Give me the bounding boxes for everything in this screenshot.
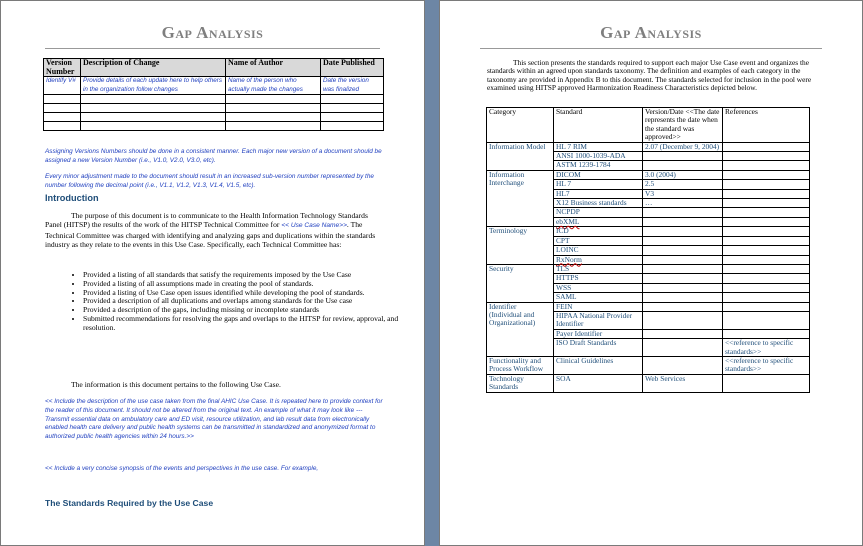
list-item: • Provided a listing of Use Case open issues identified while developing the pool of standards. — [83, 289, 418, 298]
section-heading-introduction: Introduction — [45, 193, 99, 203]
version-cell: 3.0 (2004) — [643, 170, 723, 179]
version-note-minor: Every minor adjustment made to the document should result in an increased sub-version number represented by the number following the decimal point (i.e., V1.1, V1.2, V1.3, V1.4, V1.5, etc). — [45, 173, 374, 189]
reference-cell — [723, 142, 810, 151]
responsibilities-list — [45, 271, 418, 333]
table-row — [44, 95, 384, 104]
table-row — [487, 356, 810, 374]
document-page-left — [0, 0, 425, 546]
standard-cell: ICD — [554, 227, 643, 236]
column-header: Description of Change — [81, 59, 226, 77]
category-cell: Functionality and Process Workflow — [487, 356, 554, 374]
list-item: • Provided a listing of all standards that satisfy the requirements imposed by the Use Case — [83, 271, 418, 280]
standard-cell: ASTM 1239-1784 — [554, 161, 643, 170]
category-cell: Information Interchange — [487, 170, 554, 226]
version-cell: 2.5 — [643, 180, 723, 189]
standard-cell: FEIN — [554, 302, 643, 311]
reference-cell: <<reference to specific standards>> — [723, 339, 810, 357]
standard-cell: HTTPS — [554, 274, 643, 283]
table-row — [44, 113, 384, 122]
reference-cell: <<reference to specific standards>> — [723, 356, 810, 374]
use-case-description-note: << Include the description of the use case taken from the final AHIC Use Case. It is repeated here to provide context for the reader of this document. It should not be altered from the original text. An example of what it may look like --- Transmit essential data on ambulatory care and ED visit, resource utilization, and lab result data from electronically enabled health care delivery and public health systems can be transmitted in standardized and anonymized format to authorized public health agencies within 24 hours.>> — [45, 398, 383, 441]
intro-paragraph — [45, 211, 385, 249]
list-item: • Submitted recommendations for resolving the gaps and overlaps to the HITSP for review, approval, and resolution. — [83, 315, 418, 333]
table-row — [487, 264, 810, 273]
column-header: Category — [487, 108, 554, 143]
standard-cell: HL 7 — [554, 180, 643, 189]
table-cell: Provide details of each update here to help others in the organization follow changes — [81, 77, 226, 95]
version-cell: Web Services — [643, 374, 723, 392]
title-divider — [45, 48, 380, 49]
standard-cell: NCPDP — [554, 208, 643, 217]
standard-cell: DICOM — [554, 170, 643, 179]
synopsis-note: << Include a very concise synopsis of the events and perspectives in the use case. For example, — [45, 465, 319, 472]
category-cell: Security — [487, 264, 554, 302]
column-header: References — [723, 108, 810, 143]
table-row — [487, 302, 810, 311]
page-title: Gap Analysis — [600, 23, 702, 42]
standard-cell: SOA — [554, 374, 643, 392]
standards-intro-paragraph: This section presents the standards required to support each major Use Case event and organizes the standards within an agreed upon standards taxonomy. The definition and examples of each category in the taxonomy are provided in Appendix B to this document. The standards selected for inclusion in the pool were examined using HITSP approved Harmonization Readiness Characteristics depicted below. — [487, 58, 812, 93]
intro-text: The purpose of this document is to communicate to the Health Information Technology Standards Panel (HITSP) the results of the work of the HITSP Technical Committee for — [45, 211, 368, 229]
standard-cell: Clinical Guidelines — [554, 356, 643, 374]
list-item: • Provided a description of all duplications and overlaps among standards for the Use case — [83, 297, 418, 306]
column-header: Name of Author — [226, 59, 321, 77]
section-heading-standards: The Standards Required by the Use Case — [45, 498, 214, 508]
table-row — [44, 77, 384, 95]
version-cell: 2.07 (December 9, 2004) — [643, 142, 723, 151]
standard-cell: ebXML — [556, 216, 580, 226]
standard-cell: ISO Draft Standards — [554, 339, 643, 357]
use-case-pertains-text: The information is this document pertains to the following Use Case. — [71, 380, 281, 389]
standard-cell: ANSI 1000-1039-ADA — [554, 152, 643, 161]
table-row — [487, 374, 810, 392]
column-header: Date Published — [321, 59, 384, 77]
version-cell: V3 — [643, 189, 723, 198]
version-table — [43, 58, 384, 131]
page-divider — [425, 0, 439, 546]
table-cell: Name of the person who actually made the changes — [226, 77, 321, 95]
list-item: • Provided a description of the gaps, including missing or incomplete standards — [83, 306, 418, 315]
standard-cell: SAML — [554, 293, 643, 302]
standard-cell: HIPAA National Provider Identifier — [554, 311, 643, 329]
version-note-major: Assigning Versions Numbers should be done in a consistent manner. Each major new version of a document should be assigned a new Version Number (i.e., V1.0, V2.0, V3.0, etc). — [45, 148, 382, 164]
category-cell: Terminology — [487, 227, 554, 265]
category-cell: Technology Standards — [487, 374, 554, 392]
standard-cell: X12 Business standards — [554, 199, 643, 208]
table-row — [487, 142, 810, 151]
column-header: Version/Date <<The date represents the date when the standard was approved>> — [643, 108, 723, 143]
category-cell: Information Model — [487, 142, 554, 170]
version-cell: … — [643, 199, 723, 208]
list-item: • Provided a listing of all assumptions made in creating the pool of standards. — [83, 280, 418, 289]
standard-cell: LOINC — [554, 246, 643, 255]
title-divider — [480, 48, 822, 49]
standard-cell: CPT — [554, 236, 643, 245]
table-row — [44, 104, 384, 113]
column-header: Standard — [554, 108, 643, 143]
table-row — [44, 122, 384, 131]
standard-cell: WSS — [554, 283, 643, 292]
category-cell: Identifier (Individual and Organizational) — [487, 302, 554, 356]
standard-cell: RxNorm — [556, 254, 582, 264]
standard-cell: HL7 — [554, 189, 643, 198]
standard-cell: TLS — [554, 264, 643, 273]
table-cell: Date the version was finalized — [321, 77, 384, 95]
standards-table — [486, 107, 810, 393]
table-header-row — [487, 108, 810, 143]
standard-cell: HL 7 RIM — [554, 142, 643, 151]
use-case-placeholder: << Use Case Name>> — [281, 222, 347, 229]
standard-cell: Payer Identifier — [554, 329, 643, 338]
page-title: Gap Analysis — [161, 23, 264, 42]
table-row — [487, 227, 810, 236]
intro-text-rest: . The Technical Committee was charged with identifying and analyzing gaps and duplications within the standards industry as they relate to the events in this Use Case. Specifically, each Technical Committee has: — [45, 220, 376, 249]
column-header: Version Number — [44, 59, 81, 77]
table-cell: Identify V# — [44, 77, 81, 95]
